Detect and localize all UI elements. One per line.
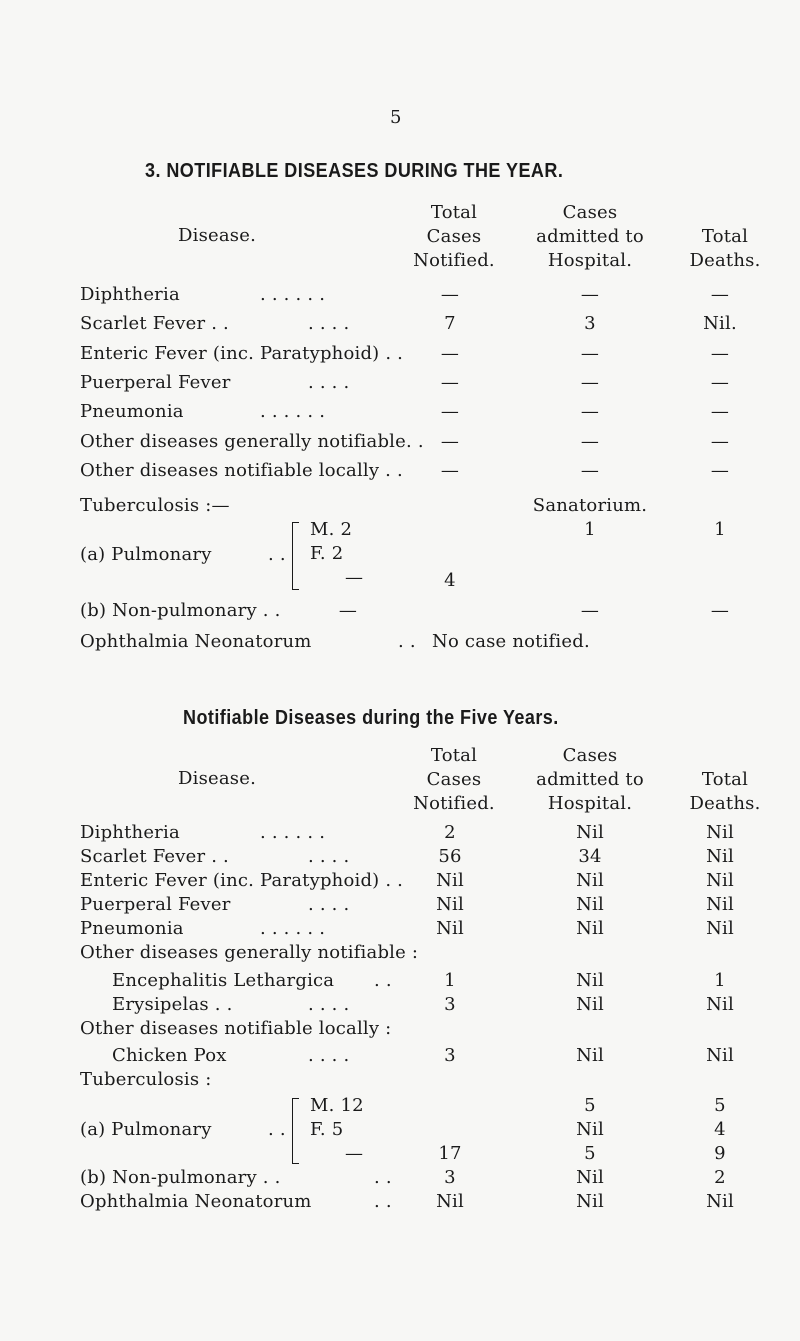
cell-admitted: —: [580, 372, 600, 393]
row-label: Pneumonia: [80, 918, 184, 939]
leader-dots: . .: [374, 1167, 392, 1188]
cell-deaths: Nil: [706, 870, 734, 891]
cell-notified: —: [440, 284, 460, 305]
subheading-other-general: Other diseases generally notifiable :: [80, 942, 419, 963]
header-total-cases: Total Cases Notified.: [413, 745, 495, 814]
cell-deaths: 2: [714, 1167, 726, 1188]
cell-notified: 3: [444, 1045, 456, 1066]
cell-admitted: Nil: [576, 994, 604, 1015]
section-title: Notifiable Diseases during the Five Years.: [183, 707, 559, 729]
row-label: Enteric Fever (inc. Paratyphoid) . .: [80, 870, 404, 891]
pulmonary-label: (a) Pulmonary: [80, 1119, 212, 1140]
leader-dots: . . . .: [308, 313, 350, 334]
cell-notified: Nil: [436, 918, 464, 939]
cell-admitted: Nil: [576, 1119, 604, 1140]
cell-deaths: Nil: [706, 894, 734, 915]
cell-admitted: Nil: [576, 1045, 604, 1066]
cell-deaths: Nil.: [703, 313, 737, 334]
tuberculosis-label: Tuberculosis :—: [80, 495, 230, 516]
leader-dots: . .: [268, 544, 286, 565]
row-label: Other diseases generally notifiable. .: [80, 431, 424, 452]
section-title: 3. NOTIFIABLE DISEASES DURING THE YEAR.: [145, 160, 564, 182]
cell-admitted: 1: [584, 519, 596, 540]
cell-notified: 56: [438, 846, 462, 867]
cell-admitted: Nil: [576, 918, 604, 939]
cell-admitted: 34: [578, 846, 602, 867]
pulmonary-dash: —: [345, 567, 364, 588]
row-label: Chicken Pox: [112, 1045, 227, 1066]
row-label: Other diseases notifiable locally . .: [80, 460, 403, 481]
cell-admitted: —: [580, 600, 600, 621]
leader-dots: . . . . . .: [260, 401, 326, 422]
cell-notified: Nil: [436, 1191, 464, 1212]
row-label: Encephalitis Lethargica: [112, 970, 335, 991]
cell-notified: 7: [444, 313, 456, 334]
cell-notified: —: [440, 372, 460, 393]
header-disease: Disease.: [178, 768, 257, 789]
pulmonary-dash: —: [345, 1143, 364, 1164]
ophthalmia-label: Ophthalmia Neonatorum: [80, 1191, 312, 1212]
cell-deaths: 4: [714, 1119, 726, 1140]
pulmonary-m: M. 12: [310, 1095, 364, 1116]
row-label: Diphtheria: [80, 822, 180, 843]
cell-admitted: —: [580, 431, 600, 452]
pulmonary-f: F. 5: [310, 1119, 344, 1140]
leader-dots: . . . . . .: [260, 918, 326, 939]
pulmonary-f: F. 2: [310, 543, 344, 564]
ophthalmia-value: No case notified.: [432, 631, 590, 652]
cell-deaths: 1: [714, 970, 726, 991]
cell-admitted: —: [580, 343, 600, 364]
cell-deaths: —: [710, 284, 730, 305]
cell-admitted: Nil: [576, 970, 604, 991]
cell-notified: —: [338, 600, 358, 621]
cell-deaths: 5: [714, 1095, 726, 1116]
cell-notified: 3: [444, 1167, 456, 1188]
leader-dots: . . . .: [308, 846, 350, 867]
cell-admitted: 5: [584, 1095, 596, 1116]
tuberculosis-label: Tuberculosis :: [80, 1069, 212, 1090]
page-number: 5: [390, 107, 402, 128]
cell-deaths: —: [710, 431, 730, 452]
cell-admitted: Nil: [576, 822, 604, 843]
pulmonary-m: M. 2: [310, 519, 353, 540]
cell-admitted: Nil: [576, 1191, 604, 1212]
leader-dots: . . . . . .: [260, 284, 326, 305]
cell-admitted: Nil: [576, 870, 604, 891]
header-total-cases: Total Cases Notified.: [413, 202, 495, 271]
cell-admitted: 3: [584, 313, 596, 334]
cell-deaths: —: [710, 343, 730, 364]
header-deaths: Total Deaths.: [689, 769, 761, 814]
row-label: Puerperal Fever: [80, 894, 231, 915]
cell-admitted: Nil: [576, 1167, 604, 1188]
cell-deaths: Nil: [706, 994, 734, 1015]
leader-dots: . . . .: [308, 1045, 350, 1066]
cell-deaths: Nil: [706, 846, 734, 867]
cell-notified: Nil: [436, 870, 464, 891]
row-label: Scarlet Fever . .: [80, 313, 229, 334]
leader-dots: . .: [268, 1119, 286, 1140]
cell-notified: 1: [444, 970, 456, 991]
row-label: Diphtheria: [80, 284, 180, 305]
cell-notified: 2: [444, 822, 456, 843]
cell-notified: 4: [444, 570, 456, 591]
brace-bracket: [292, 1098, 299, 1164]
leader-dots: . . . . . .: [260, 822, 326, 843]
cell-admitted: Nil: [576, 894, 604, 915]
header-disease: Disease.: [178, 225, 257, 246]
cell-deaths: Nil: [706, 1045, 734, 1066]
cell-admitted: —: [580, 401, 600, 422]
row-label: Puerperal Fever: [80, 372, 231, 393]
cell-deaths: Nil: [706, 918, 734, 939]
cell-deaths: 1: [714, 519, 726, 540]
row-label: Erysipelas . .: [112, 994, 233, 1015]
cell-deaths: —: [710, 372, 730, 393]
row-label: Enteric Fever (inc. Paratyphoid) . .: [80, 343, 404, 364]
leader-dots: . .: [398, 631, 416, 652]
cell-notified: —: [440, 343, 460, 364]
ophthalmia-label: Ophthalmia Neonatorum: [80, 631, 312, 652]
cell-admitted: —: [580, 284, 600, 305]
subheading-other-local: Other diseases notifiable locally :: [80, 1018, 392, 1039]
sanatorium-label: Sanatorium.: [532, 495, 648, 516]
leader-dots: . .: [374, 1191, 392, 1212]
cell-notified: —: [440, 460, 460, 481]
cell-admitted: 5: [584, 1143, 596, 1164]
cell-notified: 17: [438, 1143, 462, 1164]
non-pulmonary-label: (b) Non-pulmonary . .: [80, 600, 281, 621]
cell-admitted: —: [580, 460, 600, 481]
cell-deaths: —: [710, 600, 730, 621]
cell-deaths: Nil: [706, 1191, 734, 1212]
cell-notified: —: [440, 401, 460, 422]
header-admitted: Cases admitted to Hospital.: [536, 202, 644, 271]
cell-notified: —: [440, 431, 460, 452]
cell-notified: Nil: [436, 894, 464, 915]
row-label: Scarlet Fever . .: [80, 846, 229, 867]
cell-deaths: Nil: [706, 822, 734, 843]
cell-deaths: 9: [714, 1143, 726, 1164]
leader-dots: . .: [374, 970, 392, 991]
header-deaths: Total Deaths.: [689, 226, 761, 271]
row-label: Pneumonia: [80, 401, 184, 422]
cell-deaths: —: [710, 401, 730, 422]
leader-dots: . . . .: [308, 994, 350, 1015]
pulmonary-label: (a) Pulmonary: [80, 544, 212, 565]
header-admitted: Cases admitted to Hospital.: [536, 745, 644, 814]
leader-dots: . . . .: [308, 894, 350, 915]
cell-deaths: —: [710, 460, 730, 481]
leader-dots: . . . .: [308, 372, 350, 393]
brace-bracket: [292, 522, 299, 590]
cell-notified: 3: [444, 994, 456, 1015]
non-pulmonary-label: (b) Non-pulmonary . .: [80, 1167, 281, 1188]
